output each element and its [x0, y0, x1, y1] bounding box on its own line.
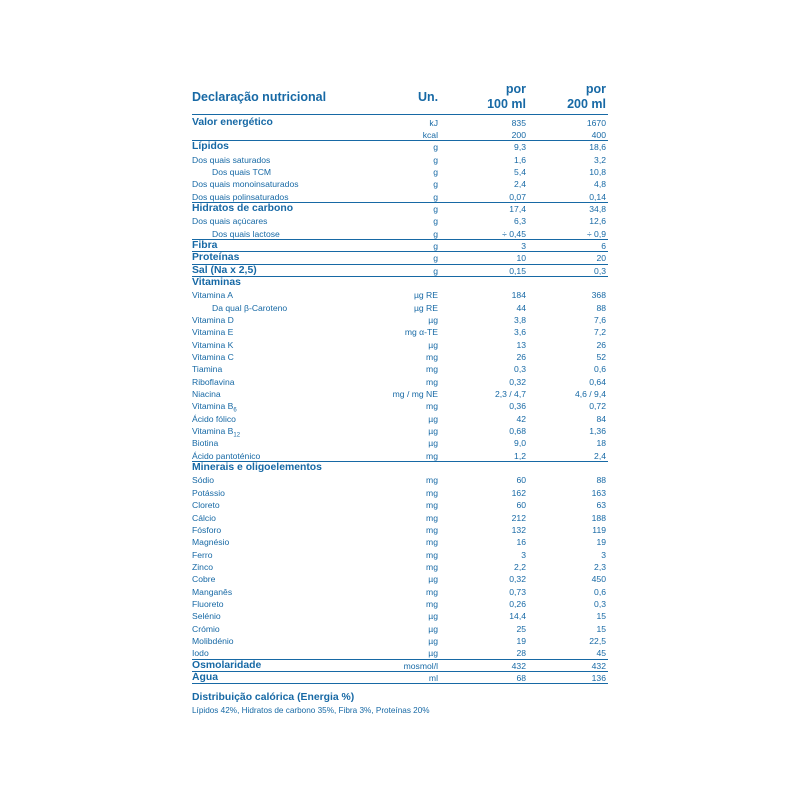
subscript: 6	[233, 408, 237, 415]
value-per-200ml: 45	[596, 648, 606, 659]
nutrient-name: Vitamina A	[192, 290, 233, 301]
value-per-100ml: 1,6	[514, 154, 526, 165]
value-per-100ml: 0,73	[509, 586, 526, 597]
value-per-200ml: 1,36	[589, 426, 606, 437]
value-per-200ml: 0,3	[594, 598, 606, 609]
nutrient-unit: µg	[428, 648, 438, 659]
table-row	[192, 129, 608, 141]
value-per-100ml: 19	[516, 635, 526, 646]
nutrient-name: Ácido fólico	[192, 413, 236, 424]
value-per-100ml: 162	[511, 487, 526, 498]
value-per-100ml: 42	[516, 413, 526, 424]
nutrient-name: Fósforo	[192, 524, 222, 535]
nutrient-name: Vitamina C	[192, 352, 234, 363]
value-per-200ml: 15	[596, 611, 606, 622]
table-row	[192, 623, 608, 635]
value-per-100ml: 0,32	[509, 574, 526, 585]
value-per-200ml: 0,6	[594, 586, 606, 597]
nutrient-name: Vitamina E	[192, 327, 234, 338]
table-row	[192, 302, 608, 314]
value-per-200ml: 1670	[586, 117, 606, 128]
nutrient-name: Zinco	[192, 561, 214, 572]
table-row	[192, 573, 608, 585]
table-row	[192, 117, 608, 129]
nutrient-unit: mg	[426, 376, 438, 387]
nutrient-unit: mg	[426, 561, 438, 572]
nutrient-unit: µg	[428, 623, 438, 634]
table-row	[192, 326, 608, 338]
nutrient-unit: mg / mg NE	[392, 389, 438, 400]
table-row	[192, 141, 608, 153]
nutrient-name: Hidratos de carbono	[192, 202, 294, 214]
nutrient-unit: g	[433, 265, 438, 276]
nutrient-name: Valor energético	[192, 116, 273, 128]
table-row	[192, 647, 608, 659]
table-row	[192, 512, 608, 524]
col-200ml-header: por 200 ml	[567, 82, 606, 111]
table-row	[192, 154, 608, 166]
table-row	[192, 425, 608, 437]
value-per-100ml: 0,32	[509, 376, 526, 387]
nutrient-unit: g	[433, 166, 438, 177]
table-row	[192, 240, 608, 252]
nutrient-unit: g	[433, 191, 438, 202]
table-row	[192, 351, 608, 363]
table-body	[192, 117, 608, 685]
nutrient-name: Selénio	[192, 611, 221, 622]
value-per-200ml: 432	[591, 660, 606, 671]
value-per-200ml: 4,8	[594, 179, 606, 190]
value-per-200ml: 3	[601, 549, 606, 560]
nutrient-name: Da qual β-Caroteno	[212, 302, 288, 313]
value-per-200ml: 10,8	[589, 166, 606, 177]
value-per-100ml: 3,8	[514, 315, 526, 325]
nutrient-unit: g	[433, 154, 438, 165]
nutrient-unit: µg	[428, 635, 438, 646]
value-per-200ml: 163	[591, 487, 606, 498]
nutrient-name: Crómio	[192, 623, 220, 634]
caloric-distribution-title: Distribuição calórica (Energia %)	[192, 692, 355, 703]
value-per-100ml: 14,4	[509, 611, 526, 622]
value-per-200ml: 88	[596, 475, 606, 486]
nutrient-name: Manganês	[192, 586, 233, 597]
subscript: 12	[233, 432, 241, 439]
nutrition-table	[192, 82, 608, 684]
nutrient-unit: g	[433, 216, 438, 227]
table-row	[192, 437, 608, 449]
value-per-100ml: 0,68	[509, 426, 526, 437]
value-per-100ml: 60	[516, 500, 526, 511]
nutrient-unit: mg	[426, 524, 438, 535]
value-per-100ml: 132	[511, 524, 526, 535]
table-row	[192, 487, 608, 499]
nutrient-name: Dos quais açúcares	[192, 216, 268, 227]
value-per-100ml: 835	[511, 117, 526, 128]
value-per-100ml: 184	[511, 290, 526, 301]
nutrient-unit: mg	[426, 500, 438, 511]
value-per-100ml: 0,3	[514, 364, 526, 375]
nutrient-name: Vitamina $B_6$	[192, 401, 237, 415]
table-row	[192, 660, 608, 672]
value-per-200ml: 12,6	[589, 216, 606, 227]
table-row	[192, 462, 608, 474]
table-row	[192, 586, 608, 598]
nutrient-unit: mg	[426, 364, 438, 375]
table-row	[192, 672, 608, 684]
nutrient-name: Cálcio	[192, 512, 216, 523]
value-per-100ml: 2,2	[514, 561, 526, 572]
value-per-200ml: 450	[591, 574, 606, 585]
nutrient-unit: µg RE	[413, 302, 438, 313]
nutrient-name: Dos quais monoinsaturados	[192, 179, 299, 190]
nutrient-name: Vitaminas	[192, 276, 241, 288]
value-per-200ml: 26	[596, 339, 606, 350]
value-per-200ml: 136	[591, 672, 606, 683]
nutrient-unit: µg RE	[413, 290, 438, 301]
nutrient-unit: kJ	[429, 117, 438, 128]
table-row	[192, 474, 608, 486]
nutrient-unit: µg	[428, 315, 438, 325]
nutrient-unit: µg	[428, 438, 438, 449]
nutrient-name: Água	[192, 671, 218, 683]
nutrient-unit: mg	[426, 512, 438, 523]
nutrient-name: Potássio	[192, 487, 225, 498]
table-row	[192, 178, 608, 190]
nutrient-unit: mg	[426, 401, 438, 412]
table-row	[192, 228, 608, 240]
value-per-100ml: 25	[516, 623, 526, 634]
nutrient-name: Sódio	[192, 475, 214, 486]
table-row	[192, 252, 608, 264]
value-per-100ml: 16	[516, 537, 526, 548]
value-per-100ml: 1,2	[514, 450, 526, 461]
value-per-100ml: 3	[521, 240, 526, 251]
nutrient-name: Niacina	[192, 389, 221, 400]
table-row	[192, 203, 608, 215]
nutrient-name: Magnésio	[192, 537, 230, 548]
nutrient-name: Fibra	[192, 239, 218, 251]
table-row	[192, 536, 608, 548]
nutrient-unit: mg α-TE	[404, 327, 438, 338]
table-row	[192, 499, 608, 511]
value-per-100ml: 212	[511, 512, 526, 523]
table-row	[192, 524, 608, 536]
nutrient-unit: mg	[426, 352, 438, 363]
table-row	[192, 277, 608, 289]
value-per-200ml: 18	[596, 438, 606, 449]
nutrient-name: Tiamina	[192, 364, 223, 375]
value-per-200ml: 0,14	[589, 191, 606, 202]
nutrient-unit: µg	[428, 413, 438, 424]
nutrient-unit: mg	[426, 487, 438, 498]
nutrient-name: Vitamina K	[192, 339, 234, 350]
nutrient-name: Ferro	[192, 549, 213, 560]
value-per-200ml: 0,6	[594, 364, 606, 375]
table-row	[192, 289, 608, 301]
table-title: Declaração nutricional	[192, 90, 327, 104]
nutrient-name: Lípidos	[192, 141, 229, 153]
nutrient-unit: mg	[426, 450, 438, 461]
table-row	[192, 215, 608, 227]
value-per-100ml: 0,15	[509, 265, 526, 276]
nutrient-name: Proteínas	[192, 252, 240, 264]
value-per-200ml: 7,6	[594, 315, 606, 325]
nutrient-name: Molibdénio	[192, 635, 234, 646]
nutrient-name: Cobre	[192, 574, 216, 585]
table-row	[192, 363, 608, 375]
nutrient-name: Dos quais lactose	[212, 228, 280, 239]
value-per-200ml: 188	[591, 512, 606, 523]
value-per-200ml: ÷ 0,9	[586, 228, 606, 239]
value-per-100ml: 5,4	[514, 166, 526, 177]
nutrient-unit: mg	[426, 549, 438, 560]
nutrient-name: Vitamina D	[192, 315, 234, 325]
nutrient-unit: µg	[428, 339, 438, 350]
value-per-100ml: 44	[516, 302, 526, 313]
table-row	[192, 610, 608, 622]
table-row	[192, 388, 608, 400]
value-per-200ml: 20	[596, 253, 606, 264]
value-per-200ml: 88	[596, 302, 606, 313]
value-per-100ml: 0,26	[509, 598, 526, 609]
nutrient-unit: mg	[426, 537, 438, 548]
nutrient-unit: µg	[428, 611, 438, 622]
nutrient-unit: µg	[428, 426, 438, 437]
nutrient-name: Dos quais TCM	[212, 166, 272, 177]
nutrient-name: Sal (Na x 2,5)	[192, 264, 257, 276]
value-per-100ml: ÷ 0,45	[502, 228, 526, 239]
table-row	[192, 561, 608, 573]
nutrient-unit: mg	[426, 586, 438, 597]
nutrient-name: Minerais e oligoelementos	[192, 462, 322, 474]
value-per-200ml: 400	[591, 129, 606, 140]
value-per-100ml: 10	[516, 253, 526, 264]
nutrient-unit: kcal	[422, 129, 438, 140]
caloric-distribution-text: Lípidos 42%, Hidratos de carbono 35%, Fibra 3%, Proteínas 20%	[192, 706, 430, 715]
value-per-200ml: 2,3	[594, 561, 606, 572]
value-per-100ml: 13	[516, 339, 526, 350]
value-per-100ml: 3	[521, 549, 526, 560]
nutrient-unit: g	[433, 142, 438, 153]
nutrient-unit: mg	[426, 475, 438, 486]
nutrient-unit: g	[433, 240, 438, 251]
value-per-100ml: 432	[511, 660, 526, 671]
value-per-100ml: 2,4	[514, 179, 526, 190]
table-row	[192, 400, 608, 415]
value-per-200ml: 15	[596, 623, 606, 634]
value-per-200ml: 6	[601, 240, 606, 251]
nutrient-unit: ml	[428, 672, 438, 683]
table-row	[192, 191, 608, 203]
value-per-200ml: 63	[596, 500, 606, 511]
nutrient-name: Dos quais polinsaturados	[192, 191, 289, 202]
nutrient-name: Osmolaridade	[192, 659, 262, 671]
table-row	[192, 339, 608, 351]
table-row	[192, 413, 608, 425]
nutrient-unit: g	[433, 228, 438, 239]
value-per-200ml: 368	[591, 290, 606, 301]
value-per-100ml: 68	[516, 672, 526, 683]
table-row	[192, 265, 608, 277]
value-per-100ml: 60	[516, 475, 526, 486]
table-row	[192, 598, 608, 610]
value-per-200ml: 0,3	[594, 265, 606, 276]
value-per-100ml: 28	[516, 648, 526, 659]
unit-header: Un.	[418, 90, 439, 104]
value-per-200ml: 22,5	[589, 635, 606, 646]
value-per-100ml: 26	[516, 352, 526, 363]
nutrient-name: Ácido pantoténico	[192, 450, 261, 461]
nutrient-name: Iodo	[192, 648, 209, 659]
value-per-100ml: 17,4	[509, 203, 526, 214]
table-row	[192, 376, 608, 388]
table-row	[192, 166, 608, 178]
nutrient-name: Dos quais saturados	[192, 154, 271, 165]
nutrient-unit: mosmol/l	[403, 660, 438, 671]
value-per-200ml: 18,6	[589, 142, 606, 153]
value-per-200ml: 7,2	[594, 327, 606, 338]
value-per-200ml: 34,8	[589, 203, 606, 214]
table-row	[192, 635, 608, 647]
value-per-200ml: 2,4	[594, 450, 606, 461]
value-per-200ml: 4,6 / 9,4	[574, 389, 606, 400]
table-row	[192, 314, 608, 326]
value-per-100ml: 3,6	[514, 327, 526, 338]
value-per-100ml: 9,3	[514, 142, 526, 153]
value-per-100ml: 2,3 / 4,7	[494, 389, 526, 400]
nutrient-unit: g	[433, 203, 438, 214]
nutrient-unit: g	[433, 253, 438, 264]
col-100ml-header: por 100 ml	[487, 82, 526, 111]
nutrient-name: Cloreto	[192, 500, 220, 511]
nutrient-unit: mg	[426, 598, 438, 609]
table-row	[192, 549, 608, 561]
nutrient-unit: µg	[428, 574, 438, 585]
table-row	[192, 450, 608, 462]
value-per-200ml: 52	[596, 352, 606, 363]
value-per-100ml: 0,36	[509, 401, 526, 412]
nutrient-name: Vitamina $B_{12}$	[192, 426, 241, 439]
value-per-100ml: 6,3	[514, 216, 526, 227]
value-per-200ml: 3,2	[594, 154, 606, 165]
value-per-200ml: 0,64	[589, 376, 606, 387]
table-header	[192, 82, 608, 115]
value-per-200ml: 0,72	[589, 401, 606, 412]
value-per-200ml: 84	[596, 413, 606, 424]
nutrient-name: Riboflavina	[192, 376, 235, 387]
nutrient-name: Fluoreto	[192, 598, 224, 609]
value-per-100ml: 0,07	[509, 191, 526, 202]
nutrient-unit: g	[433, 179, 438, 190]
value-per-100ml: 200	[511, 129, 526, 140]
value-per-200ml: 19	[596, 537, 606, 548]
value-per-100ml: 9,0	[514, 438, 526, 449]
value-per-200ml: 119	[592, 524, 606, 535]
nutrient-name: Biotina	[192, 438, 219, 449]
